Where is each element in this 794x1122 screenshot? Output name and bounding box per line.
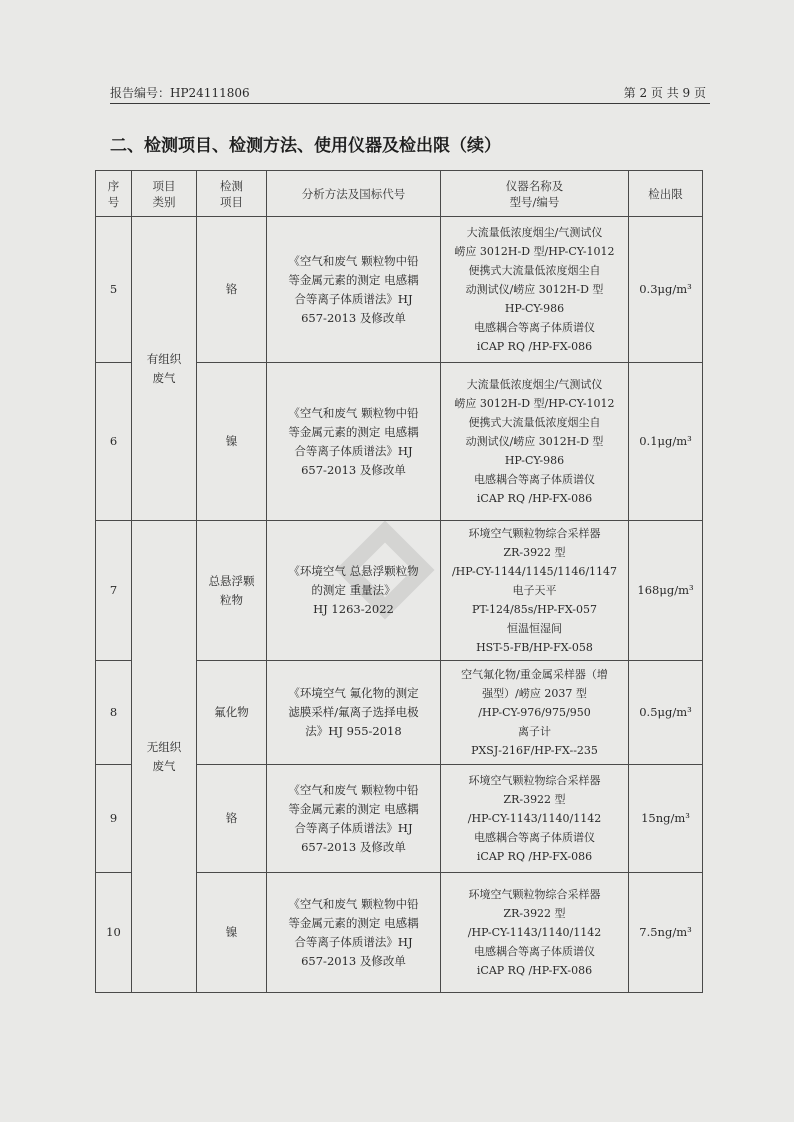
instrument-text: 崂应 3012H-D 型/HP-CY-1012 — [454, 397, 615, 410]
col-header-limit — [629, 171, 703, 217]
method-text: 合等离子体质谱法》HJ — [294, 291, 413, 306]
instrument-cell — [441, 873, 629, 993]
method-text: 的测定 重量法》 — [311, 583, 396, 597]
item-text: 氟化物 — [214, 705, 249, 719]
detection-limit-cell: 0.5μg/m³ — [629, 661, 703, 765]
instrument-text: 电感耦合等离子体质谱仪 — [474, 473, 595, 486]
instrument-text: 强型）/崂应 2037 型 — [482, 687, 587, 700]
col-header-method — [267, 171, 441, 217]
table-header-row — [96, 171, 703, 217]
instrument-text: PT-124/85s/HP-FX-057 — [472, 603, 597, 616]
instrument-cell — [441, 521, 629, 661]
detection-limit-cell: 7.5ng/m³ — [629, 873, 703, 993]
header-divider — [110, 103, 710, 104]
method-text: 《环境空气 氟化物的测定 — [288, 686, 419, 700]
col-header-item — [197, 171, 267, 217]
method-text: 《空气和废气 颗粒物中铅 — [288, 782, 419, 797]
detection-table — [95, 170, 703, 993]
item-cell — [197, 873, 267, 993]
instrument-text: 大流量低浓度烟尘/气测试仪 — [466, 378, 603, 391]
instrument-text: 空气氟化物/重金属采样器（增 — [461, 668, 608, 681]
instrument-text: /HP-CY-1143/1140/1142 — [467, 926, 602, 939]
item-cell — [197, 217, 267, 363]
method-text: 《空气和废气 颗粒物中铅 — [288, 896, 419, 911]
instrument-text: 电子天平 — [512, 584, 557, 597]
category-cell — [132, 217, 197, 521]
instrument-text: iCAP RQ /HP-FX-086 — [476, 340, 593, 353]
method-text: 657-2013 及修改单 — [301, 310, 406, 325]
row-number: 7 — [96, 521, 132, 661]
method-text: 657-2013 及修改单 — [301, 953, 406, 968]
header-label: 项目 — [152, 178, 176, 193]
method-cell — [267, 765, 441, 873]
item-text: 镍 — [225, 925, 238, 939]
row-number: 8 — [96, 661, 132, 765]
method-text: 合等离子体质谱法》HJ — [294, 934, 413, 949]
instrument-text: 环境空气颗粒物综合采样器 — [468, 774, 601, 787]
method-text: 657-2013 及修改单 — [301, 462, 406, 477]
instrument-cell — [441, 363, 629, 521]
method-cell — [267, 873, 441, 993]
instrument-text: 便携式大流量低浓度烟尘自 — [468, 264, 601, 277]
method-cell — [267, 217, 441, 363]
item-cell — [197, 363, 267, 521]
method-cell — [267, 521, 441, 661]
method-text: 等金属元素的测定 电感耦 — [288, 915, 419, 930]
method-text: 合等离子体质谱法》HJ — [294, 443, 413, 458]
row-number: 9 — [96, 765, 132, 873]
method-text: 滤膜采样/氟离子选择电极 — [288, 705, 419, 719]
header-label: 项目 — [220, 194, 243, 209]
instrument-text: 电感耦合等离子体质谱仪 — [474, 831, 595, 844]
instrument-text: 崂应 3012H-D 型/HP-CY-1012 — [454, 245, 615, 258]
item-cell — [197, 765, 267, 873]
col-header-category — [132, 171, 197, 217]
item-text: 总悬浮颗 — [208, 573, 255, 588]
header-label: 分析方法及国标代号 — [301, 186, 406, 201]
instrument-cell — [441, 217, 629, 363]
method-text: 合等离子体质谱法》HJ — [294, 820, 413, 835]
header-label: 号 — [107, 194, 120, 209]
method-text: 657-2013 及修改单 — [301, 839, 406, 854]
item-text: 镍 — [225, 434, 238, 448]
instrument-text: 大流量低浓度烟尘/气测试仪 — [466, 226, 603, 239]
instrument-text: 便携式大流量低浓度烟尘自 — [468, 416, 601, 429]
table-row — [96, 521, 703, 661]
instrument-text: 环境空气颗粒物综合采样器 — [468, 527, 601, 540]
section-title: 二、检测项目、检测方法、使用仪器及检出限（续） — [110, 136, 501, 156]
detection-limit-cell: 15ng/m³ — [629, 765, 703, 873]
header-label: 检出限 — [648, 186, 683, 201]
category-label: 废气 — [152, 758, 176, 773]
item-cell — [197, 521, 267, 661]
header-label: 序 — [107, 178, 120, 193]
instrument-text: 动测试仪/崂应 3012H-D 型 — [465, 435, 604, 448]
method-text: 法》HJ 955-2018 — [305, 724, 402, 738]
method-text: 《环境空气 总悬浮颗粒物 — [288, 564, 419, 578]
detection-limit-cell: 0.1μg/m³ — [629, 363, 703, 521]
col-header-no — [96, 171, 132, 217]
method-text: 《空气和废气 颗粒物中铅 — [288, 253, 419, 268]
instrument-text: /HP-CY-976/975/950 — [478, 706, 591, 719]
header-label: 检测 — [220, 178, 243, 193]
row-number: 6 — [96, 363, 132, 521]
instrument-text: 恒温恒湿间 — [507, 622, 562, 635]
detection-limit-cell: 168μg/m³ — [629, 521, 703, 661]
item-cell — [197, 661, 267, 765]
instrument-text: HP-CY-986 — [504, 454, 565, 467]
instrument-text: HST-5-FB/HP-FX-058 — [476, 641, 593, 654]
instrument-text: PXSJ-216F/HP-FX--235 — [471, 744, 598, 757]
method-cell — [267, 363, 441, 521]
item-text: 粒物 — [220, 592, 243, 607]
instrument-text: iCAP RQ /HP-FX-086 — [476, 492, 593, 505]
instrument-text: 动测试仪/崂应 3012H-D 型 — [465, 283, 604, 296]
instrument-text: /HP-CY-1143/1140/1142 — [467, 812, 602, 825]
method-text: HJ 1263-2022 — [313, 602, 394, 616]
row-number: 10 — [96, 873, 132, 993]
method-text: 等金属元素的测定 电感耦 — [288, 272, 419, 287]
category-label: 无组织 — [146, 739, 182, 754]
instrument-text: 电感耦合等离子体质谱仪 — [474, 945, 595, 958]
instrument-text: 环境空气颗粒物综合采样器 — [468, 888, 601, 901]
method-text: 等金属元素的测定 电感耦 — [288, 424, 419, 439]
instrument-cell — [441, 661, 629, 765]
category-cell — [132, 521, 197, 993]
category-label: 废气 — [152, 370, 176, 385]
instrument-text: /HP-CY-1144/1145/1146/1147 — [451, 565, 618, 578]
detection-limit-cell: 0.3μg/m³ — [629, 217, 703, 363]
instrument-text: ZR-3922 型 — [503, 907, 566, 920]
method-text: 《空气和废气 颗粒物中铅 — [288, 405, 419, 420]
instrument-text: iCAP RQ /HP-FX-086 — [476, 964, 593, 977]
col-header-instrument — [441, 171, 629, 217]
method-text: 等金属元素的测定 电感耦 — [288, 801, 419, 816]
instrument-text: ZR-3922 型 — [503, 793, 566, 806]
instrument-text: ZR-3922 型 — [503, 546, 566, 559]
page-header — [110, 84, 706, 104]
instrument-text: 电感耦合等离子体质谱仪 — [474, 321, 595, 334]
header-label: 类别 — [152, 194, 176, 209]
page-number: 第 2 页 共 9 页 — [623, 86, 706, 100]
table-row — [96, 217, 703, 363]
instrument-text: 离子计 — [518, 725, 551, 738]
row-number: 5 — [96, 217, 132, 363]
header-label: 仪器名称及 — [505, 178, 564, 193]
report-number: 报告编号：HP24111806 — [110, 86, 250, 100]
category-label: 有组织 — [146, 351, 182, 366]
instrument-text: HP-CY-986 — [504, 302, 565, 315]
item-text: 铬 — [225, 282, 238, 296]
item-text: 铬 — [225, 811, 238, 825]
instrument-text: iCAP RQ /HP-FX-086 — [476, 850, 593, 863]
header-label: 型号/编号 — [509, 194, 560, 209]
instrument-cell — [441, 765, 629, 873]
method-cell — [267, 661, 441, 765]
